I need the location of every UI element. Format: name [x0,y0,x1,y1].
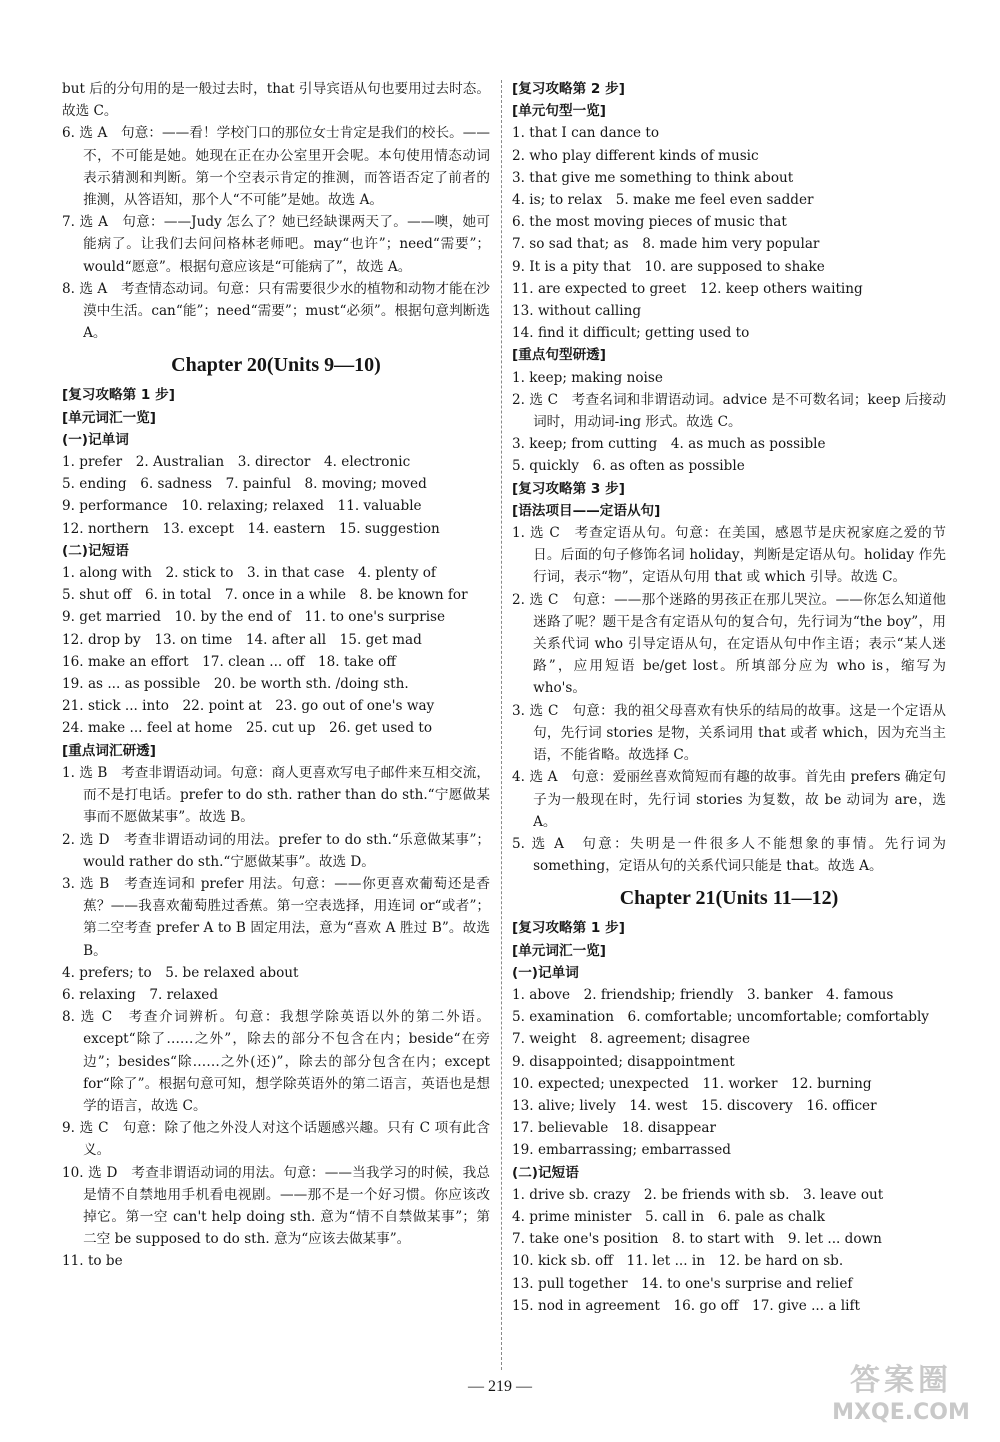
answer-line: 9. disappointed; disappointment [512,1053,735,1070]
answer-line: 17. believable 18. disappear [512,1120,717,1137]
section-heading: [复习攻略第 1 步] [512,920,625,937]
section-heading: [复习攻略第 1 步] [62,387,175,404]
answer-line: 2. who play different kinds of music [512,147,759,164]
answer-line: 12. northern 13. except 14. eastern 15. suggestion [62,520,440,537]
answer-explanation: 2. 选 C 考查名词和非谓语动词。advice 是不可数名词；keep 后接动词时，用动词-ing 形式。故选 C。 [512,391,946,431]
answer-explanation: 4. 选 A 句意：爱丽丝喜欢简短而有趣的故事。首先由 prefers 确定句子为一般现在时，先行词 stories 为复数，故 be 动词为 are，选 A。 [512,769,946,830]
answer-line: 1. above 2. friendship; friendly 3. banker 4. famous [512,986,894,1003]
answer-line: 9. It is a pity that 10. are supposed to shake [512,258,825,275]
answer-line: 1. that I can dance to [512,125,660,142]
answer-line: 10. expected; unexpected 11. worker 12. burning [512,1075,872,1092]
section-heading: [复习攻略第 2 步] [512,81,625,97]
answer-line: 1. keep; making noise [512,369,663,386]
answer-explanation: 2. 选 D 考查非谓语动词的用法。prefer to do sth.“乐意做某事”；would rather do sth.“宁愿做某事”。故选 D。 [62,831,490,870]
section-heading: (一)记单词 [62,431,129,448]
answer-line: 9. performance 10. relaxing; relaxed 11. valuable [62,498,422,515]
answer-line: 7. so sad that; as 8. made him very popular [512,236,820,253]
section-heading: (二)记短语 [512,1164,579,1181]
answer-explanation: 1. 选 C 考查定语从句。句意：在美国，感恩节是庆祝家庭之爱的节日。后面的句子修饰名词 holiday，判断是定语从句。holiday 作先行词，表示“物”，定语从句用 that 或 which 引导。故选 C。 [512,525,946,586]
answer-explanation: 8. 选 A 考查情态动词。句意：只有需要很少水的植物和动物才能在沙漠中生活。can“能”；need“需要”；must“必须”。根据句意判断选 A。 [62,280,490,342]
answer-explanation: 9. 选 C 句意：除了他之外没人对这个话题感兴趣。只有 C 项有此含义。 [62,1120,490,1159]
answer-line: 4. prefers; to 5. be relaxed about [62,964,299,981]
answer-line: 7. take one's position 8. to start with 9. let ... down [512,1231,882,1248]
answer-line: 1. prefer 2. Australian 3. director 4. electronic [62,454,411,471]
watermark-logo [816,1362,986,1432]
section-heading: [重点词汇研透] [62,742,156,759]
answer-line: 16. make an effort 17. clean ... off 18. take off [62,653,396,670]
answer-line: 12. drop by 13. on time 14. after all 15. get mad [62,631,422,648]
answer-line: 11. are expected to greet 12. keep others waiting [512,280,863,297]
answer-explanation: 3. 选 B 考查连词和 prefer 用法。句意：——你更喜欢葡萄还是香蕉？——我喜欢葡萄胜过香蕉。第一空表选择，用连词 or“或者”；第二空考查 prefer A to B 固定用法，意为“喜欢 A 胜过 B”。故选 B。 [62,875,490,959]
section-heading: [单元词汇一览] [512,942,606,959]
chapter-title: Chapter 20(Units 9—10) [171,354,381,377]
answer-line: 4. prime minister 5. call in 6. pale as chalk [512,1208,826,1225]
answer-line: 7. weight 8. agreement; disagree [512,1031,750,1048]
section-heading: (一)记单词 [512,964,579,981]
right-column [512,78,946,1317]
answer-line: 9. get married 10. by the end of 11. to one's surprise [62,609,446,626]
section-heading: [复习攻略第 3 步] [512,480,625,497]
answer-line: 19. as ... as possible 20. be worth sth. /doing sth. [62,676,409,693]
answer-line: 3. keep; from cutting 4. as much as possible [512,436,826,453]
answer-line: 1. drive sb. crazy 2. be friends with sb. 3. leave out [512,1186,884,1203]
continued-text: but 后的分句用的是一般过去时，that 引导宾语从句也要用过去时态。故选 C。 [62,81,490,120]
answer-line: 15. nod in agreement 16. go off 17. give ... a lift [512,1297,860,1314]
answer-line: 3. that give me something to think about [512,169,794,186]
section-heading: [重点句型研透] [512,347,606,364]
left-column [62,78,490,1273]
watermark-en: MXQE.COM [832,1400,970,1425]
answer-line: 13. pull together 14. to one's surprise and relief [512,1275,853,1292]
column-divider [501,80,502,1370]
answer-explanation: 2. 选 C 句意：——那个迷路的男孩正在那儿哭泣。——你怎么知道他迷路了呢？题干是含有定语从句的复合句，先行词为“the boy”，用关系代词 who 引导定语从句，在定语从句中作主语；表示“某人迷路”，应用短语 be/get lost。所填部分应为 who is，缩写为 who's。 [512,591,946,697]
answer-line: 5. shut off 6. in total 7. once in a while 8. be known for [62,587,468,604]
section-heading: [单元句型一览] [512,103,606,120]
answer-line: 5. examination 6. comfortable; uncomfortable; comfortably [512,1009,929,1026]
answer-line: 5. quickly 6. as often as possible [512,458,745,475]
answer-explanation: 5. 选 A 句意：失明是一件很多人不能想象的事情。先行词为 something，定语从句的关系代词只能是 that。故选 A。 [512,835,946,875]
answer-line: 24. make ... feel at home 25. cut up 26. get used to [62,720,433,737]
answer-line: 13. alive; lively 14. west 15. discovery 16. officer [512,1097,877,1114]
answer-line: 14. find it difficult; getting used to [512,325,750,342]
answer-line: 21. stick ... into 22. point at 23. go out of one's way [62,698,435,715]
answer-explanation: 7. 选 A 句意：——Judy 怎么了？她已经缺课两天了。——噢，她可能病了。让我们去问问格林老师吧。may“也许”；need“需要”；would“愿意”。根据句意应该是“可能病了”，故选 A。 [62,214,490,275]
answer-explanation: 6. 选 A 句意：——看！学校门口的那位女士肯定是我们的校长。——不，不可能是她。她现在正在办公室里开会呢。本句使用情态动词表示猜测和判断。第一个空表示肯定的推测，而答语否定了前者的推测，从答语知，那个人“不可能”是她。故选 A。 [62,125,490,209]
answer-line: 4. is; to relax 5. make me feel even sadder [512,192,814,209]
answer-line: 6. the most moving pieces of music that [512,214,787,231]
answer-line: 10. kick sb. off 11. let ... in 12. be hard on sb. [512,1253,844,1270]
section-heading: [单元词汇一览] [62,409,156,426]
answer-line: 5. ending 6. sadness 7. painful 8. moving; moved [62,476,427,493]
answer-explanation: 8. 选 C 考查介词辨析。句意：我想学除英语以外的第二外语。except“除了……之外”，除去的部分不包含在内；beside“在旁边”；besides“除……之外(还)”，除去的部分包含在内；except for“除了”。根据句意可知，想学除英语外的第二语言，英语也是想学的语言，故选 C。 [62,1009,490,1114]
answer-line: 11. to be [62,1253,123,1270]
answer-explanation: 10. 选 D 考查非谓语动词的用法。句意：——当我学习的时候，我总是情不自禁地用手机看电视剧。——那不是一个好习惯。你应该改掉它。第一空 can't help doing sth. 意为“情不自禁做某事”；第二空 be supposed to do sth. 意为“应该去做某事”。 [62,1164,490,1248]
chapter-title: Chapter 21(Units 11—12) [619,887,839,910]
answer-line: 6. relaxing 7. relaxed [62,986,219,1003]
watermark-cn: 答案圈 [850,1363,952,1398]
section-heading: [语法项目——定语从句] [512,502,661,519]
answer-explanation: 1. 选 B 考查非谓语动词。句意：商人更喜欢写电子邮件来互相交流，而不是打电话。prefer to do sth. rather than do sth.“宁愿做某事而不愿做某事”。故选 B。 [62,764,490,826]
answer-line: 19. embarrassing; embarrassed [512,1142,731,1159]
section-heading: (二)记短语 [62,542,129,559]
answer-explanation: 3. 选 C 句意：我的祖父母喜欢有快乐的结局的故事。这是一个定语从句，先行词 stories 是物，关系词用 that 或者 which，因为充当主语，不能省略。故选择 C。 [512,702,946,764]
answer-line: 1. along with 2. stick to 3. in that case 4. plenty of [62,565,436,582]
answer-line: 13. without calling [512,303,642,320]
page-number: — 219 — [468,1378,532,1395]
